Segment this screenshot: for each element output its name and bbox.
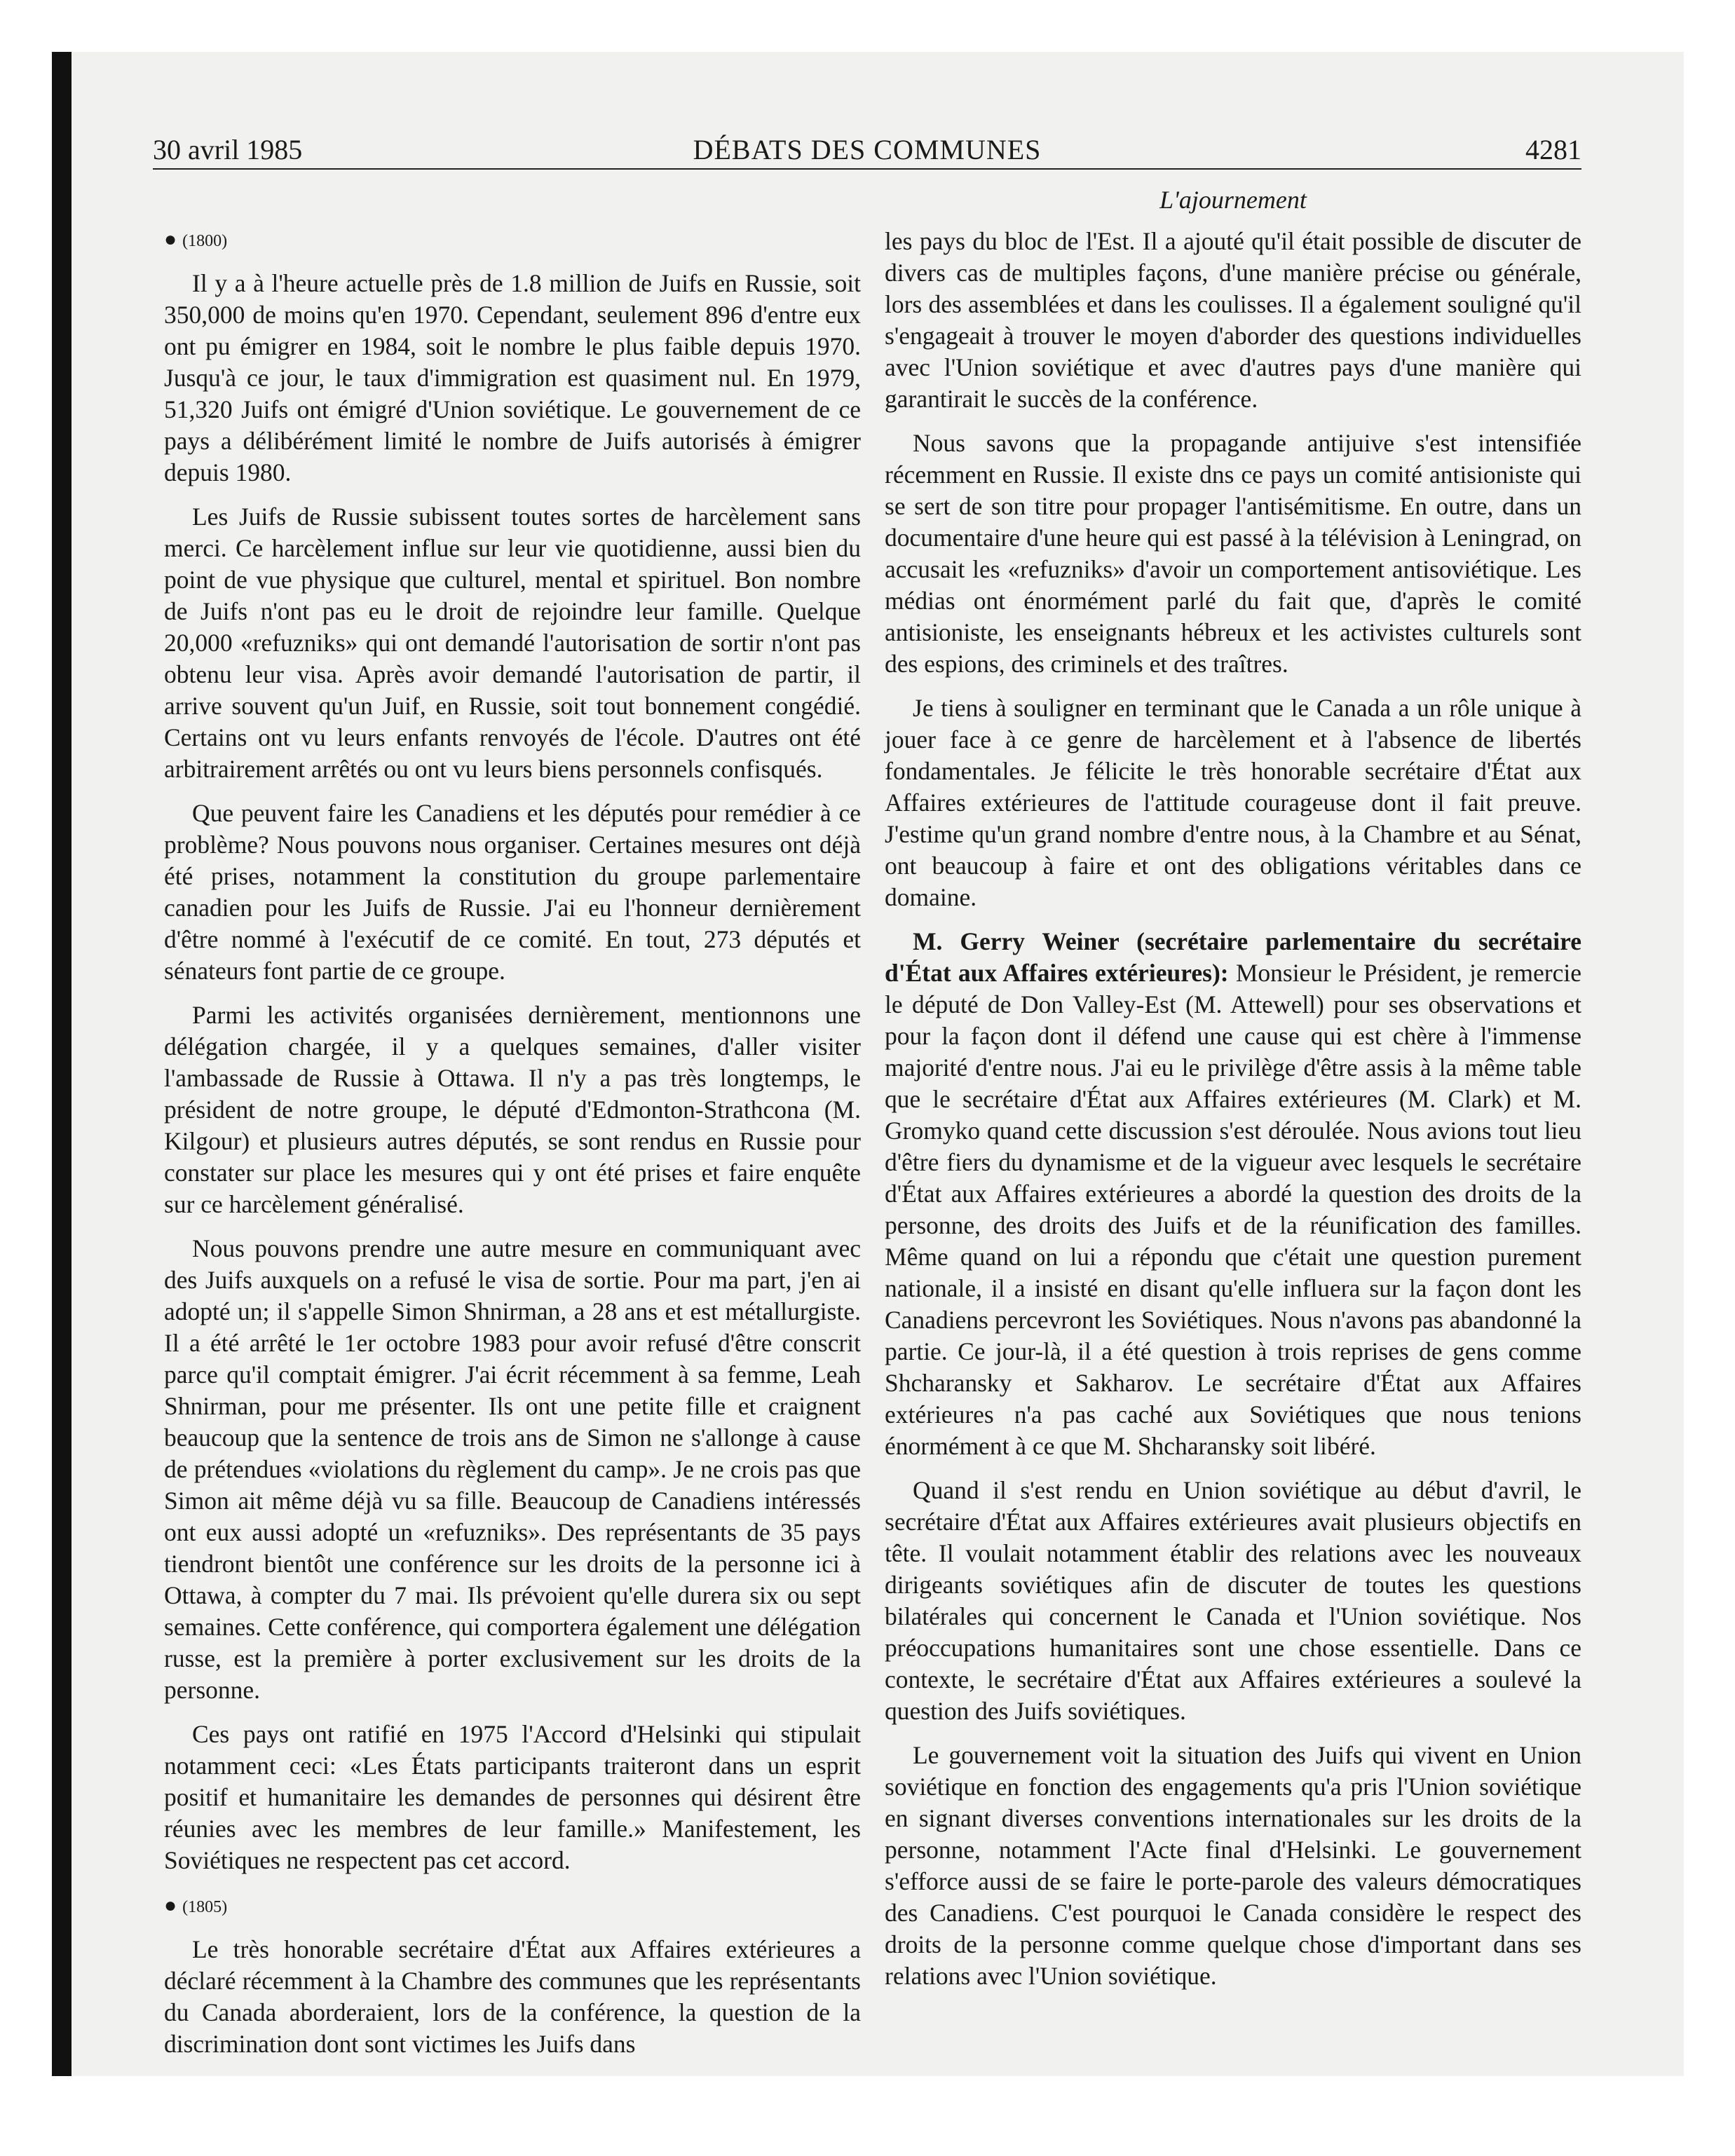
- paragraph: Nous pouvons prendre une autre mesure en communiquant avec des Juifs auxquels on a refusé le visa de sortie. Pour ma part, j'en ai adopté un; il s'appelle Simon Shnirman, a 28 ans et est métallurgiste. Il a été arrêté le 1er octobre 1983 pour avoir refusé d'être conscrit parce qu'il comptait émigrer. J'ai écrit récemment à sa femme, Leah Shnirman, pour me présenter. Ils ont une petite fille et craignent beaucoup que la sentence de trois ans de Simon ne s'allonge à cause de prétendues «violations du règlement du camp». Je ne crois pas que Simon ait même déjà vu sa fille. Beaucoup de Canadiens intéressés ont eux aussi adopté un «refuzniks». Des représentants de 35 pays tiendront bientôt une conférence sur les droits de la personne ici à Ottawa, à compter du 7 mai. Ils prévoient qu'elle durera six ou sept semaines. Cette conférence, qui comportera également une délégation russe, est la première à porter exclusivement sur les droits de la personne.: [164, 1234, 861, 1704]
- paragraph: Ces pays ont ratifié en 1975 l'Accord d'Helsinki qui stipulait notamment ceci: «Les États participants traiteront dans un esprit positif et humanitaire les demandes de personnes qui désirent être réunies avec les membres de leur famille.» Manifestement, les Soviétiques ne respectent pas cet accord.: [164, 1720, 861, 1874]
- scan-edge-shadow: [52, 52, 72, 2076]
- paragraph: Nous savons que la propagande antijuive s'est intensifiée récemment en Russie. Il existe dns ce pays un comité antisioniste qui se sert de son titre pour propager l'antisémitisme. En outre, dans un documentaire d'une heure qui est passé à la télévision à Leningrad, on accusait les «refuzniks» d'avoir un comportement antisoviétique. Les médias ont énormément parlé du fait que, d'après le comité antisioniste, les enseignants hébreux et les activistes culturels sont des espions, des criminels et des traîtres.: [885, 429, 1581, 678]
- header-rule: [153, 168, 1581, 170]
- paragraph: Parmi les activités organisées dernièrement, mentionnons une délégation chargée, il y a quelques semaines, d'aller visiter l'ambassade de Russie à Ottawa. Il n'y a pas très longtemps, le président de notre groupe, le député d'Edmonton-Strathcona (M. Kilgour) et plusieurs autres députés, se sont rendus en Russie pour constater sur place les mesures qui y ont été prises et faire enquête sur ce harcèlement généralisé.: [164, 1001, 861, 1218]
- paragraph: Quand il s'est rendu en Union soviétique au début d'avril, le secrétaire d'État aux Affaires extérieures avait plusieurs objectifs en tête. Il voulait notamment établir des relations avec les nouveaux dirigeants soviétiques afin de discuter de toutes les questions bilatérales qui concernent le Canada et l'Union soviétique. Nos préoccupations humanitaires sont une chose essentielle. Dans ce contexte, le secrétaire d'État aux Affaires extérieures a soulevé la question des Juifs soviétiques.: [885, 1476, 1581, 1725]
- time-marker: ● (1800): [164, 228, 228, 251]
- bullet-icon: ●: [164, 228, 177, 251]
- header-page-number: 4281: [1525, 134, 1581, 165]
- bullet-icon: ●: [164, 1894, 177, 1917]
- paragraph: Les Juifs de Russie subissent toutes sortes de harcèlement sans merci. Ce harcèlement influe sur leur vie quotidienne, aussi bien du point de vue physique que culturel, mental et spirituel. Bon nombre de Juifs n'ont pas eu le droit de rejoindre leur famille. Quelque 20,000 «refuzniks» qui ont demandé l'autorisation de sortir n'ont pas obtenu leur visa. Après avoir demandé l'autorisation de partir, il arrive souvent qu'un Juif, en Russie, soit tout bonnement congédié. Certains ont vu leurs enfants renvoyés de l'école. D'autres ont été arbitrairement arrêtés ou ont vu leurs biens personnels confisqués.: [164, 503, 861, 783]
- paragraph: Le très honorable secrétaire d'État aux Affaires extérieures a déclaré récemment à la Chambre des communes que les représentants du Canada aborderaient, lors de la conférence, la question de la discrimination dont sont victimes les Juifs dans: [164, 1935, 861, 2058]
- left-column: [164, 226, 861, 2073]
- header-title: DÉBATS DES COMMUNES: [693, 134, 1042, 165]
- paragraph: Je tiens à souligner en terminant que le Canada a un rôle unique à jouer face à ce genre de harcèlement et à l'absence de libertés fondamentales. Je félicite le très honorable secrétaire d'État aux Affaires extérieures de l'attitude courageuse dont il fait preuve. J'estime qu'un grand nombre d'entre nous, à la Chambre et au Sénat, ont beaucoup à faire et ont des obligations véritables dans ce domaine.: [885, 694, 1581, 911]
- right-column: [885, 226, 1581, 2005]
- page-header: [153, 132, 1581, 168]
- paragraph: les pays du bloc de l'Est. Il a ajouté qu'il était possible de discuter de divers cas de multiples façons, d'une manière précise ou générale, lors des assemblées et dans les coulisses. Il a également souligné qu'il s'engageait à trouver le moyen d'aborder des questions individuelles avec l'Union soviétique et avec d'autres pays d'une manière qui garantirait le succès de la conférence.: [885, 227, 1581, 413]
- section-title: L'ajournement: [1159, 186, 1307, 214]
- header-date: 30 avril 1985: [153, 134, 303, 165]
- speech-text: Monsieur le Président, je remercie le député de Don Valley-Est (M. Attewell) pour ses observations et pour la façon dont il défend une cause qui est chère à l'immense majorité d'entre nous. J'ai eu le privilège d'être assis à la même table que le secrétaire d'État aux Affaires extérieures (M. Clark) et M. Gromyko quand cette discussion s'est déroulée. Nous avions tout lieu d'être fiers du dynamisme et de la vigueur avec lesquels le secrétaire d'État aux Affaires extérieures a abordé la question des droits de la personne, des droits des Juifs et de la réunification des familles. Même quand on lui a répondu que c'était une question purement nationale, il a insisté en disant qu'elle influera sur la façon dont les Canadiens percevront les Soviétiques. Nous n'avons pas abandonné la partie. Ce jour-là, il a été question à trois reprises de gens comme Shcharansky et Sakharov. Le secrétaire d'État aux Affaires extérieures n'a pas caché aux Soviétiques que nous tenions énormément à ce que M. Shcharansky soit libéré.: [885, 959, 1581, 1460]
- speech-paragraph: [885, 926, 1581, 1462]
- paragraph: Que peuvent faire les Canadiens et les députés pour remédier à ce problème? Nous pouvons nous organiser. Certaines mesures ont déjà été prises, notamment la constitution du groupe parlementaire canadien pour les Juifs de Russie. J'ai eu l'honneur dernièrement d'être nommé à l'exécutif de ce comité. En tout, 273 députés et sénateurs font partie de ce groupe.: [164, 799, 861, 985]
- time-marker: ● (1805): [164, 1894, 228, 1917]
- paragraph: Il y a à l'heure actuelle près de 1.8 million de Juifs en Russie, soit 350,000 de moins qu'en 1970. Cependant, seulement 896 d'entre eux ont pu émigrer en 1984, soit le nombre le plus faible depuis 1970. Jusqu'à ce jour, le taux d'immigration est quasiment nul. En 1979, 51,320 Juifs ont émigré d'Union soviétique. Le gouvernement de ce pays a délibérément limité le nombre de Juifs autorisés à émigrer depuis 1980.: [164, 269, 861, 486]
- speaker-name: M. Gerry Weiner (secrétaire parlementaire du secrétaire d'État aux Affaires extérieures):: [885, 927, 1581, 987]
- paragraph: Le gouvernement voit la situation des Juifs qui vivent en Union soviétique en fonction des engagements qu'a pris l'Union soviétique en signant diverses conventions internationales sur les droits de la personne, notamment l'Acte final d'Helsinki. Le gouvernement s'efforce aussi de se faire le porte-parole des valeurs démocratiques des Canadiens. C'est pourquoi le Canada considère le respect des droits de la personne comme quelque chose d'important dans ses relations avec l'Union soviétique.: [885, 1741, 1581, 1990]
